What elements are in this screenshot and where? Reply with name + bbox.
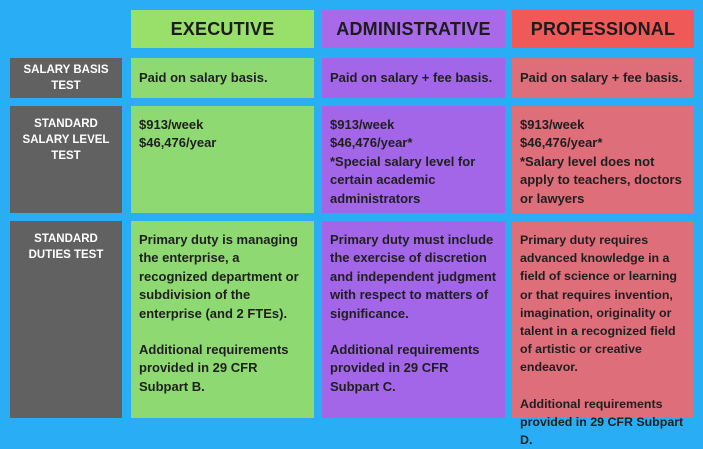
duties-main: Primary duty is managing the enterprise, a recognized department or subdivision of the enterprise (and 2 FTEs). <box>139 232 299 321</box>
duties-administrative <box>322 221 505 418</box>
header-administrative: ADMINISTRATIVE <box>322 10 505 48</box>
row-label-salary-basis <box>10 58 122 98</box>
salary-basis-text: Paid on salary basis. <box>139 70 268 85</box>
duties-main: Primary duty must include the exercise of discretion and independent judgment with respect to matters of significance. <box>330 232 497 321</box>
salary-level-administrative <box>322 106 505 213</box>
header-executive: EXECUTIVE <box>131 10 314 48</box>
salary-level-professional <box>512 106 694 213</box>
salary-basis-executive <box>131 58 314 98</box>
salary-week: $913/week <box>520 117 585 132</box>
row-label-line: STANDARD <box>34 233 98 245</box>
row-label-salary-level <box>10 106 122 213</box>
row-label-line: SALARY LEVEL <box>22 134 110 146</box>
row-label-duties <box>10 221 122 418</box>
salary-footnote: *Salary level does not apply to teachers, doctors or lawyers <box>520 153 682 206</box>
salary-year: $46,476/year* <box>330 135 413 151</box>
salary-footnote: *Special salary level for certain academic administrators <box>330 153 476 206</box>
salary-level-executive <box>131 106 314 213</box>
duties-extra: Additional requirements provided in 29 CFR Subpart D. <box>520 396 684 448</box>
duties-professional <box>512 221 694 448</box>
row-label-salary-basis-text: SALARY BASIS TEST <box>23 64 109 92</box>
salary-year: $46,476/year* <box>520 135 603 151</box>
row-label-line: TEST <box>51 150 81 162</box>
header-professional: PROFESSIONAL <box>512 10 694 48</box>
salary-basis-text: Paid on salary + fee basis. <box>520 70 683 85</box>
salary-basis-administrative <box>322 58 505 98</box>
salary-week: $913/week <box>330 117 395 132</box>
duties-extra: Additional requirements provided in 29 CFR Subpart B. <box>139 342 289 394</box>
duties-extra: Additional requirements provided in 29 CFR Subpart C. <box>330 342 480 394</box>
salary-basis-text: Paid on salary + fee basis. <box>330 70 493 85</box>
row-label-line: STANDARD <box>34 118 98 130</box>
salary-week: $913/week <box>139 117 204 132</box>
salary-year: $46,476/year <box>139 135 217 151</box>
salary-basis-professional <box>512 58 694 98</box>
duties-main: Primary duty requires advanced knowledge in a field of science or learning or that requires invention, imagination, originality or talent in a recognized field of artistic or creative endeavor. <box>520 233 677 375</box>
duties-executive <box>131 221 314 418</box>
row-label-line: DUTIES TEST <box>28 249 104 261</box>
